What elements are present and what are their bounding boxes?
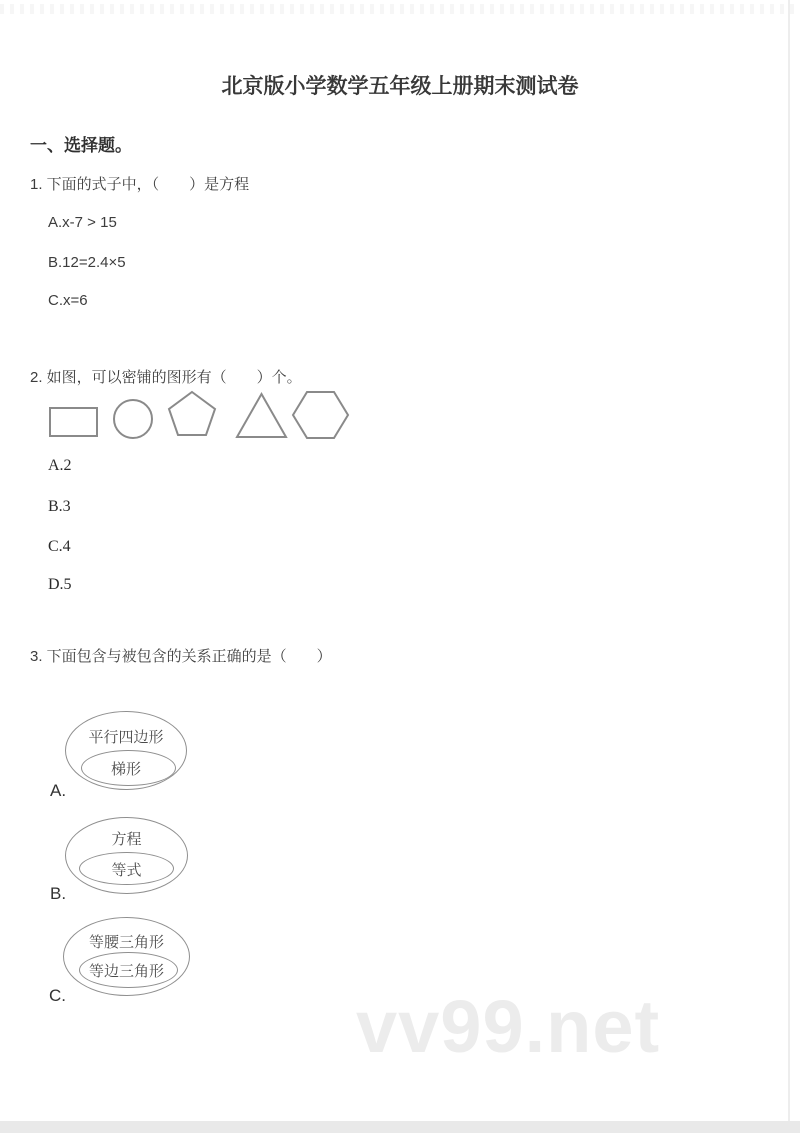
venn-option-label-a: A. (50, 781, 67, 800)
q1-option-b: B.12=2.4×5 (48, 254, 126, 271)
section-heading-choice-questions: 一、选择题。 (30, 136, 132, 155)
watermark: vv99.net (356, 985, 661, 1068)
q1-option-a: A.x-7 > 15 (48, 214, 117, 231)
tessellation-shapes-figure (40, 385, 360, 445)
question-3-text: 3. 下面包含与被包含的关系正确的是（ ） (30, 648, 332, 665)
q1-option-c: C.x=6 (48, 292, 88, 309)
q2-option-d: D.5 (48, 576, 72, 593)
venn-b-outer-label: 方程 (111, 831, 142, 848)
shape-triangle (237, 394, 286, 437)
venn-option-label-c: C. (49, 986, 66, 1005)
q2-option-b: B.3 (48, 498, 71, 515)
venn-b-inner-label: 等式 (111, 862, 142, 879)
venn-c-outer-label: 等腰三角形 (88, 934, 164, 951)
page-title: 北京版小学数学五年级上册期末测试卷 (221, 75, 579, 98)
venn-diagram-a (65, 711, 187, 790)
shape-pentagon (169, 392, 215, 435)
shape-circle (114, 400, 152, 438)
shape-rectangle (50, 408, 97, 436)
venn-a-inner-label: 梯形 (110, 761, 141, 778)
question-1-text: 1. 下面的式子中，（ ）是方程 (30, 176, 250, 193)
venn-c-inner-label: 等边三角形 (88, 963, 164, 980)
shape-hexagon (293, 392, 348, 438)
question-2-text: 2. 如图，可以密铺的图形有（ ）个。 (30, 369, 302, 386)
q2-option-c: C.4 (48, 538, 71, 555)
venn-option-label-b: B. (50, 884, 67, 903)
q2-option-a: A.2 (48, 457, 72, 474)
venn-a-outer-label: 平行四边形 (88, 729, 164, 746)
venn-diagram-c (63, 917, 190, 996)
venn-diagram-b (65, 817, 188, 894)
